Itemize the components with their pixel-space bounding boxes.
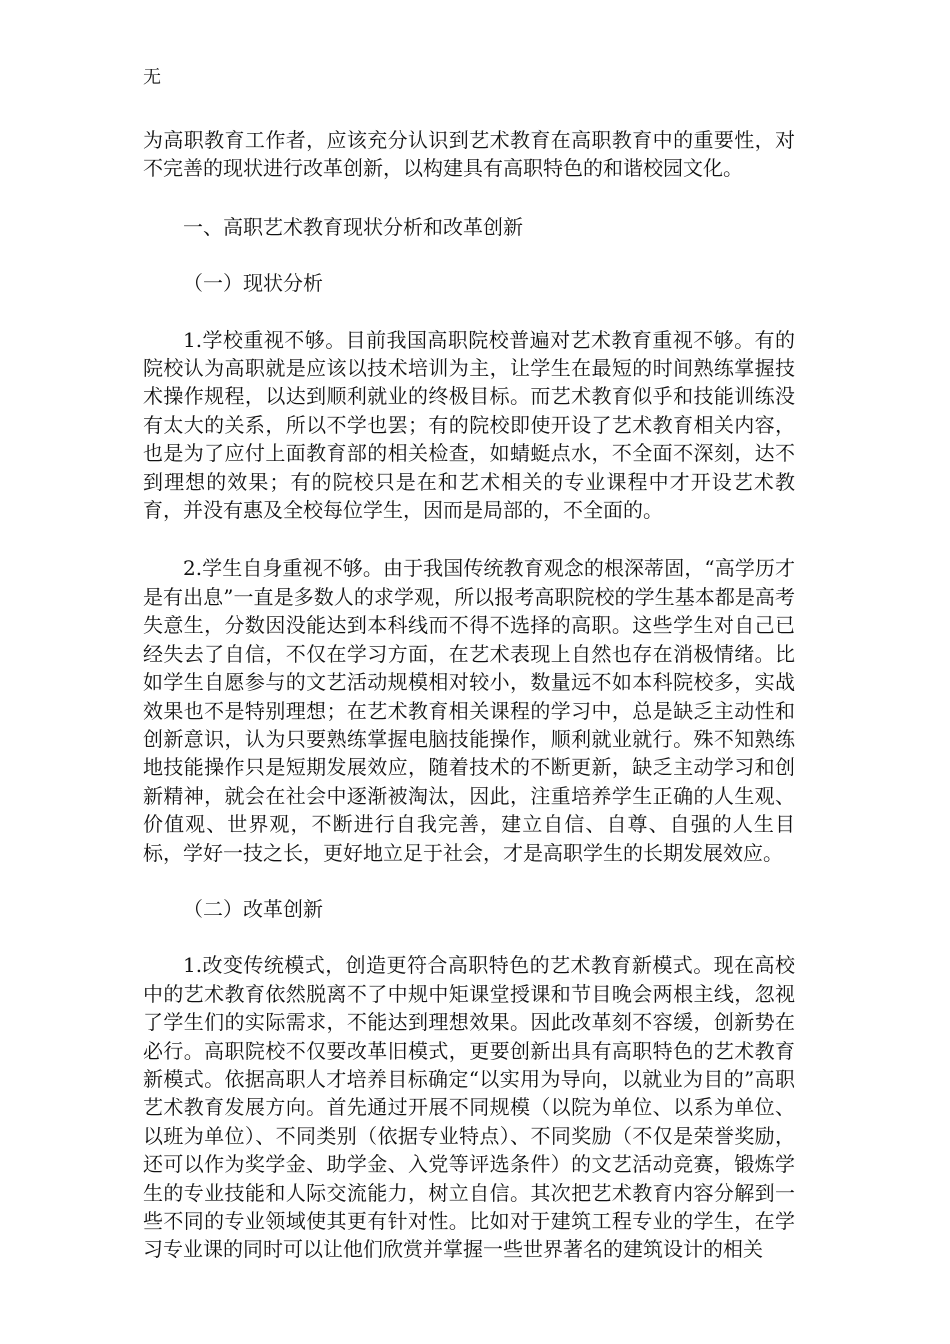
subsection-heading-reform: （二）改革创新	[183, 896, 323, 921]
subsection-heading-current-analysis: （一）现状分析	[183, 271, 323, 296]
header-mark: 无	[143, 67, 161, 88]
paragraph-new-model: 1.改变传统模式，创造更符合高职特色的艺术教育新模式。现在高校中的艺术教育依然脱离不了中规中矩课堂授课和节目晚会两根主线，忽视了学生们的实际需求，不能达到理想效果。因此改革刻不容缓，创新势在必行。高职院校不仅要改革旧模式，更要创新出具有高职特色的艺术教育新模式。依据高职人才培养目标确定“以实用为导向，以就业为目的”高职艺术教育发展方向。首先通过开展不同规模（以院为单位、以系为单位、以班为单位）、不同类别（依据专业特点）、不同奖励（不仅是荣誉奖励，还可以作为奖学金、助学金、入党等评选条件）的文艺活动竞赛，锻炼学生的专业技能和人际交流能力，树立自信。其次把艺术教育内容分解到一些不同的专业领域使其更有针对性。比如对于建筑工程专业的学生，在学习专业课的同时可以让他们欣赏并掌握一些世界著名的建筑设计的相关	[143, 953, 795, 1262]
section-heading-1: 一、高职艺术教育现状分析和改革创新	[183, 214, 523, 239]
paragraph-student-attention: 2.学生自身重视不够。由于我国传统教育观念的根深蒂固，“高学历才是有出息”一直是多数人的求学观，所以报考高职院校的学生基本都是高考失意生，分数因没能达到本科线而不得不选择的高职。这些学生对自己已经失去了自信，不仅在学习方面，在艺术表现上自然也存在消极情绪。比如学生自愿参与的文艺活动规模相对较小，数量远不如本科院校多，实战效果也不是特别理想；在艺术教育相关课程的学习中，总是缺乏主动性和创新意识，认为只要熟练掌握电脑技能操作，顺利就业就行。殊不知熟练地技能操作只是短期发展效应，随着技术的不断更新，缺乏主动学习和创新精神，就会在社会中逐渐被淘汰，因此，注重培养学生正确的人生观、价值观、世界观，不断进行自我完善，建立自信、自尊、自强的人生目标，学好一技之长，更好地立足于社会，才是高职学生的长期发展效应。	[143, 556, 795, 865]
paragraph-school-attention: 1.学校重视不够。目前我国高职院校普遍对艺术教育重视不够。有的院校认为高职就是应该以技术培训为主，让学生在最短的时间熟练掌握技术操作规程，以达到顺利就业的终极目标。而艺术教育似乎和技能训练没有太大的关系，所以不学也罢；有的院校即使开设了艺术教育相关内容，也是为了应付上面教育部的相关检查，如蜻蜓点水，不全面不深刻，达不到理想的效果；有的院校只是在和艺术相关的专业课程中才开设艺术教育，并没有惠及全校每位学生，因而是局部的，不全面的。	[143, 327, 795, 523]
document-body	[143, 126, 795, 1264]
intro-paragraph: 为高职教育工作者，应该充分认识到艺术教育在高职教育中的重要性，对不完善的现状进行改革创新，以构建具有高职特色的和谐校园文化。	[143, 128, 795, 181]
